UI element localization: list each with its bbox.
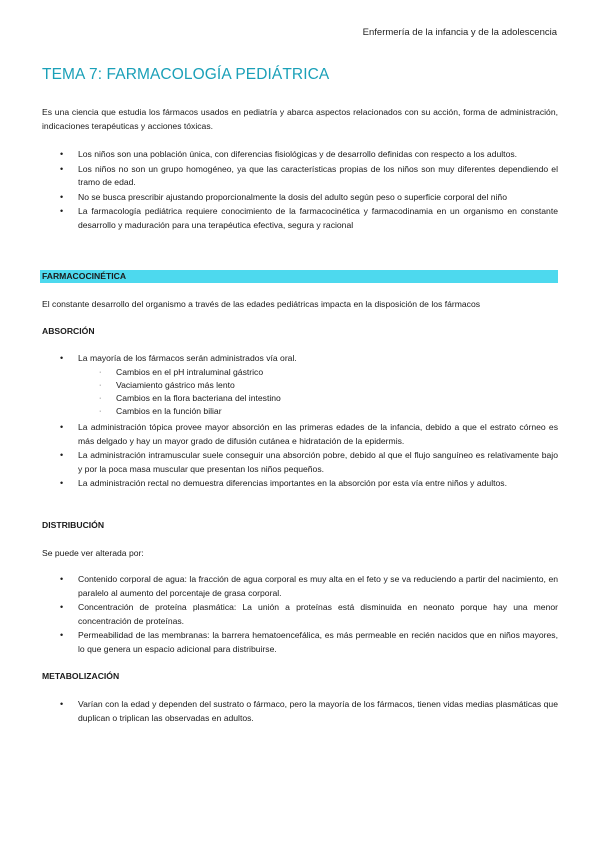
intro-bullet-list <box>60 148 558 232</box>
absorcion-rest-list <box>60 421 558 491</box>
absorcion-first-list <box>60 352 558 366</box>
bullet-icon: • <box>60 699 64 709</box>
list-item: • Permeabilidad de las membranas: la barrera hematoencefálica, es más permeable en recién nacidos que en niños mayores, lo que genera un espacio adicional para distribuirse. <box>60 630 558 654</box>
list-item: • Los niños son una población única, con diferencias fisiológicas y de desarrollo definidas con respecto a los adultos. <box>60 148 558 162</box>
bullet-icon: • <box>60 574 64 584</box>
sub-list-item: · Cambios en la función biliar <box>99 406 222 416</box>
heading-metabolizacion: METABOLIZACIÓN <box>42 671 120 681</box>
sub-list-item: · Vaciamiento gástrico más lento <box>99 380 235 390</box>
list-item: • La administración intramuscular suele conseguir una absorción pobre, debido al que el flujo sanguíneo es relativamente bajo y por la poca masa muscular que presentan los niños pequeños. <box>60 450 558 474</box>
list-item: • No se busca prescribir ajustando proporcionalmente la dosis del adulto según peso o superficie corporal del niño <box>60 191 558 205</box>
list-item: • La administración rectal no demuestra diferencias importantes en la absorción por esta vía entre niños y adultos. <box>60 477 558 491</box>
bullet-icon: • <box>60 353 64 363</box>
bullet-icon: • <box>60 206 64 216</box>
bullet-icon: • <box>60 478 64 488</box>
list-item: • La administración tópica provee mayor absorción en las primeras edades de la infancia, debido a que el estrato córneo es más delgado y hay un mayor grado de difusión cutánea e hidratación de la epidermis. <box>60 422 558 446</box>
absorcion-sub-list <box>99 366 281 418</box>
intro-paragraph: Es una ciencia que estudia los fármacos usados en pediatría y abarca aspectos relacionados con su acción, forma de administración, indicaciones terapéuticas y acciones tóxicas. <box>42 107 558 131</box>
metabolizacion-list <box>60 698 558 725</box>
bullet-icon: • <box>60 450 64 460</box>
list-item: • Varían con la edad y dependen del sustrato o fármaco, pero la mayoría de los fármacos, tienen vidas medias plasmáticas que duplican o triplican las observadas en adultos. <box>60 699 558 723</box>
bullet-icon: • <box>60 163 64 174</box>
sub-list-item: · Cambios en la flora bacteriana del intestino <box>99 393 281 403</box>
heading-absorcion: ABSORCIÓN <box>42 326 95 336</box>
sub-bullet-icon: · <box>99 382 102 389</box>
list-item: • Los niños no son un grupo homogéneo, ya que las características propias de los niños son muy diferentes dependiendo el tramo de edad. <box>60 163 558 187</box>
bullet-icon: • <box>60 149 64 159</box>
distribucion-lead: Se puede ver alterada por: <box>42 548 144 558</box>
sub-list-item: · Cambios en el pH intraluminal gástrico <box>99 367 264 377</box>
list-item: • Contenido corporal de agua: la fracción de agua corporal es muy alta en el feto y se va reduciendo a partir del nacimiento, en paralelo al aumento del porcentaje de grasa corporal. <box>60 574 558 598</box>
bullet-icon: • <box>60 422 64 432</box>
bullet-icon: • <box>60 602 64 612</box>
bullet-icon: • <box>60 630 64 640</box>
page-title: TEMA 7: FARMACOLOGÍA PEDIÁTRICA <box>42 66 330 83</box>
bullet-icon: • <box>60 191 64 202</box>
list-item: • Concentración de proteína plasmática: La unión a proteínas está disminuida en neonato porque hay una menor concentración de proteínas. <box>60 602 558 626</box>
list-item: • La farmacología pediátrica requiere conocimiento de la farmacocinética y farmacodinamia en un organismo en constante desarrollo y maduración para una terapéutica efectiva, segura y racional <box>60 206 558 230</box>
section-paragraph: El constante desarrollo del organismo a través de las edades pediátricas impacta en la disposición de los fármacos <box>42 299 481 309</box>
section-heading-farmacocinetica: FARMACOCINÉTICA <box>42 271 127 281</box>
section-highlight-bar <box>40 270 558 283</box>
list-item: • La mayoría de los fármacos serán administrados vía oral. <box>60 352 558 366</box>
heading-distribucion: DISTRIBUCIÓN <box>42 520 105 530</box>
sub-bullet-icon: · <box>99 369 102 376</box>
sub-bullet-icon: · <box>99 395 102 402</box>
distribucion-list <box>60 573 558 656</box>
running-header: Enfermería de la infancia y de la adolescencia <box>362 27 557 38</box>
sub-bullet-icon: · <box>99 408 102 415</box>
